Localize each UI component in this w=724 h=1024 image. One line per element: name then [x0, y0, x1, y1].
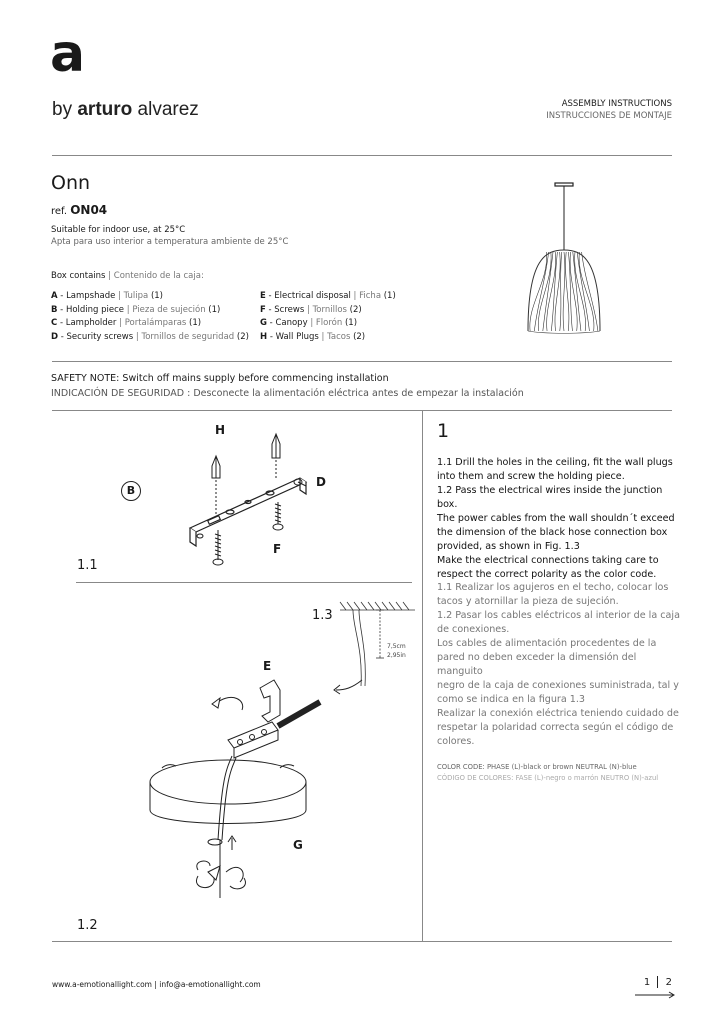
security-screw-icon [197, 534, 203, 538]
hose-icon [278, 702, 320, 726]
box-item [260, 331, 396, 345]
instruction-line: pared no deben exceder la dimensión del manguito [437, 652, 637, 677]
footer-contact: www.a-emotionallight.com | info@a-emotionallight.com [52, 980, 261, 989]
item-letter: D [51, 331, 59, 342]
document-type [546, 98, 672, 122]
item-en: - Canopy [266, 318, 308, 328]
instruction-line: the dimension of the black hose connection box [437, 527, 668, 538]
item-qty: (1) [205, 304, 221, 315]
instruction-line: 1.2 Pass the electrical wires inside the junction box. [437, 485, 663, 510]
canopy-icon [150, 760, 306, 845]
figure-1-1-label: 1.1 [77, 558, 98, 573]
instruction-line: 1.2 Pasar los cables eléctricos al interior de la caja [437, 610, 680, 621]
wall-plug-icon [272, 434, 280, 478]
item-es: Florón [315, 318, 343, 328]
label-d: D [316, 475, 326, 489]
item-letter: H [260, 331, 268, 342]
item-en: - Wall Plugs [267, 331, 319, 342]
instruction-line: tacos y atornillar la pieza de sujeción. [437, 596, 619, 607]
brand-name [52, 99, 199, 121]
item-qty: (1) [342, 318, 358, 328]
column-divider [422, 410, 423, 942]
brand-by: by [52, 99, 78, 120]
color-code-en: COLOR CODE: PHASE (L)-black or brown NEUTRAL (N)-blue [437, 763, 637, 771]
item-es: Tornillos [312, 304, 347, 315]
item-letter: F [260, 304, 266, 315]
box-item [51, 317, 249, 331]
divider [52, 941, 672, 942]
divider [52, 410, 672, 411]
box-item [51, 304, 249, 318]
divider [52, 361, 672, 362]
item-sep: | [116, 318, 125, 328]
safety-note [51, 371, 524, 401]
usage-es: Apta para uso interior a temperatura ambiente de 25°C [51, 237, 289, 247]
wall-plug-icon [212, 456, 220, 520]
wire-icon [218, 756, 232, 840]
box-item [51, 331, 249, 345]
connector-block-icon [228, 722, 278, 758]
rotate-arrow-icon [197, 861, 210, 870]
item-sep: | [124, 304, 133, 315]
instruction-line: de conexiones. [437, 624, 510, 635]
figure-divider [76, 582, 412, 583]
item-sep: | [304, 304, 313, 315]
rotate-arrow-icon [218, 697, 243, 710]
screw-icon [273, 502, 283, 530]
brand-logo: a [50, 24, 85, 84]
item-en: - Lampholder [57, 318, 117, 328]
up-arrow-icon [228, 836, 236, 850]
item-es: Ficha [359, 291, 382, 301]
product-name: Onn [51, 172, 91, 194]
label-f: F [273, 542, 282, 556]
item-es: Portalámparas [124, 318, 187, 328]
figure-1-3-label: 1.3 [312, 608, 333, 623]
instruction-line: provided, as shown in Fig. 1.3 [437, 541, 580, 552]
safety-es: INDICACIÓN DE SEGURIDAD : Desconecte la alimentación eléctrica antes de empezar la instalación [51, 388, 524, 399]
instruction-line: into them and screw the holding piece. [437, 471, 625, 482]
item-en: - Security screws [58, 331, 134, 342]
usage-en: Suitable for indoor use, at 25°C [51, 225, 186, 235]
item-qty: (2) [234, 331, 249, 342]
item-qty: (1) [381, 291, 396, 301]
item-letter: B [51, 304, 58, 315]
item-sep: | [115, 291, 124, 301]
instruction-line: 1.1 Drill the holes in the ceiling, fit the wall plugs [437, 457, 673, 468]
page-current: 1 [643, 977, 651, 988]
item-sep: | [350, 291, 360, 301]
item-es: Tornillos de seguridad [141, 331, 235, 342]
instruction-line: colores. [437, 736, 475, 747]
safety-en: SAFETY NOTE: Switch off mains supply before commencing installation [51, 373, 389, 384]
step-instructions-es [437, 581, 682, 749]
instruction-line: 1.1 Realizar los agujeros en el techo, colocar los [437, 582, 669, 593]
item-es: Pieza de sujeción [132, 304, 206, 315]
item-en: - Lampshade [57, 291, 116, 301]
label-e: E [263, 659, 272, 673]
instruction-line: Make the electrical connections taking care to [437, 555, 659, 566]
box-item [260, 317, 396, 331]
label-h: H [215, 423, 226, 437]
instruction-line: como se indica en la figura 1.3 [437, 694, 586, 705]
box-item [260, 290, 396, 304]
dimension-label [387, 642, 406, 660]
instruction-line: Los cables de alimentación procedentes de la [437, 638, 657, 649]
item-qty: (2) [350, 331, 366, 342]
divider [52, 155, 672, 156]
instruction-line: negro de la caja de conexiones suministrada, tal y [437, 680, 679, 691]
ref-label: ref. [51, 206, 71, 217]
step-number: 1 [437, 420, 450, 442]
color-code [437, 762, 658, 784]
doc-type-en: ASSEMBLY INSTRUCTIONS [561, 99, 672, 109]
lamp-illustration [510, 178, 620, 338]
page-next[interactable]: 2 [665, 977, 672, 988]
label-g: G [293, 838, 303, 852]
holding-piece-icon [190, 478, 306, 546]
item-en: - Screws [265, 304, 305, 315]
instruction-line: Realizar la conexión eléctrica teniendo cuidado de [437, 708, 679, 719]
item-sep: | [318, 331, 328, 342]
pagination[interactable] [644, 976, 672, 988]
box-items-left [51, 290, 249, 344]
box-items-right [260, 290, 396, 344]
rotate-arrow-icon [226, 867, 243, 882]
box-contents-heading [51, 271, 204, 281]
item-sep: | [133, 331, 142, 342]
color-code-es: CÓDIGO DE COLORES: FASE (L)-negro o marrón NEUTRO (N)-azul [437, 774, 659, 782]
page-separator [657, 976, 658, 988]
screw-icon [213, 530, 223, 565]
instruction-line: respect the correct polarity as the color code. [437, 569, 657, 580]
item-en: - Electrical disposal [265, 291, 351, 301]
next-page-arrow-icon[interactable] [633, 990, 677, 1000]
item-es: Tulipa [123, 291, 149, 301]
box-label-en: Box contains [51, 271, 106, 281]
item-letter: A [51, 291, 58, 301]
brand-rest: alvarez [132, 99, 199, 120]
item-letter: E [260, 291, 266, 301]
box-item [51, 290, 249, 304]
step-instructions-en [437, 456, 682, 582]
doc-type-es: INSTRUCCIONES DE MONTAJE [546, 111, 672, 121]
box-item [260, 304, 396, 318]
instruction-line: respetar la polaridad correcta según el código de [437, 722, 674, 733]
box-sep: | [105, 271, 114, 281]
lampshade-icon [528, 250, 600, 333]
item-sep: | [307, 318, 316, 328]
dim-in: 2,95in [387, 652, 406, 659]
figure-1-2-drawing [140, 660, 380, 900]
product-ref [51, 203, 107, 217]
item-en: - Holding piece [57, 304, 125, 315]
figure-1-2-label: 1.2 [77, 918, 98, 933]
item-letter: C [51, 318, 58, 328]
label-b-circle: B [121, 481, 141, 501]
box-label-es: Contenido de la caja: [113, 271, 204, 281]
item-letter: G [260, 318, 267, 328]
ref-code: ON04 [70, 203, 108, 217]
item-qty: (2) [346, 304, 362, 315]
item-es: Tacos [327, 331, 351, 342]
clamp-icon [260, 680, 280, 722]
usage-note [51, 224, 288, 248]
figure-1-1-drawing [120, 420, 330, 570]
item-qty: (1) [148, 291, 163, 301]
instruction-line: The power cables from the wall shouldn´t exceed [437, 513, 675, 524]
brand-bold: arturo [77, 99, 133, 120]
item-qty: (1) [186, 318, 202, 328]
dim-cm: 7,5cm [387, 643, 406, 650]
